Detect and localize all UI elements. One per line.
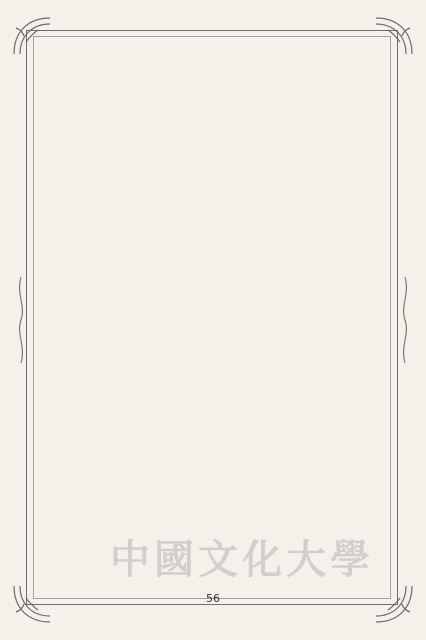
body-text [50, 52, 376, 582]
corner-ornament-top-right [372, 14, 416, 58]
side-ornament-right [398, 275, 412, 365]
corner-ornament-top-left [10, 14, 54, 58]
side-ornament-left [14, 275, 28, 365]
page-number: 56 [206, 592, 220, 605]
university-watermark: 中國文化大學 [110, 537, 374, 583]
